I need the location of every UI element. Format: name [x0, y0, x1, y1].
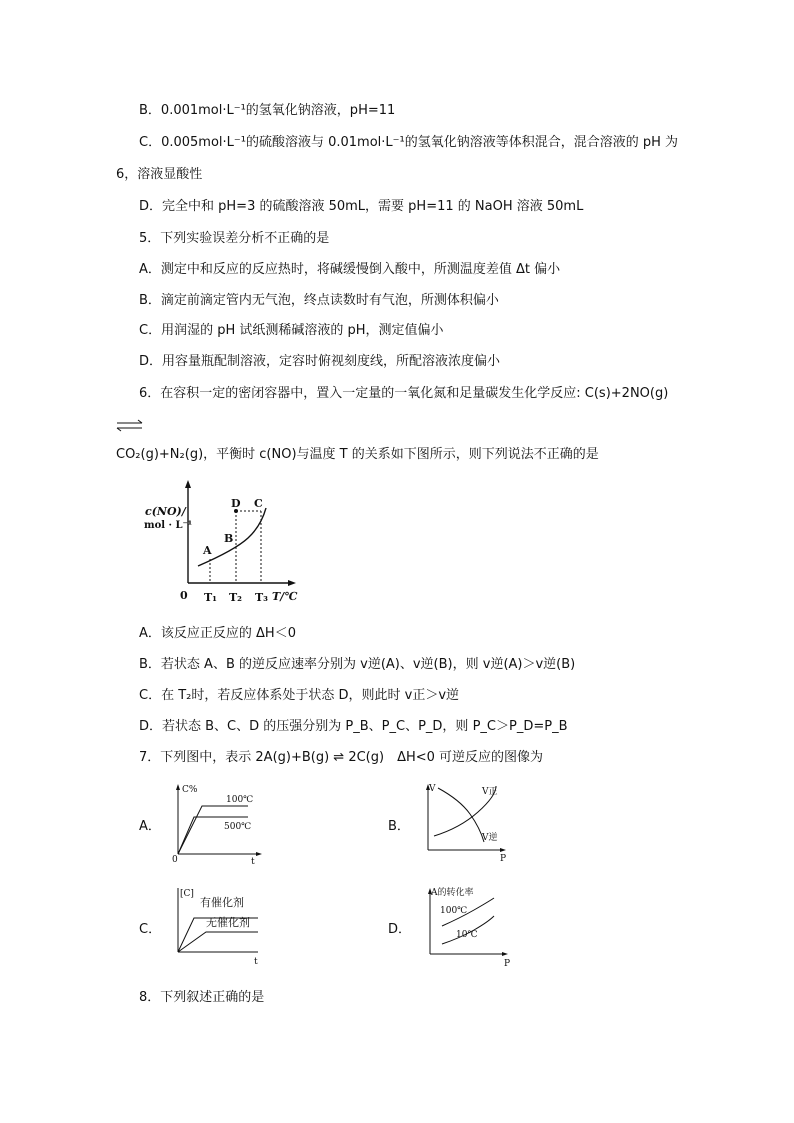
q7-option-c-graph	[168, 884, 268, 970]
q7c-curve1: 有催化剂	[200, 896, 244, 909]
q6-tick-t1: T₁	[204, 591, 218, 604]
q6-option-b: B．若状态 A、B 的逆反应速率分别为 v逆(A)、v逆(B)，则 v逆(A)＞v逆(B)	[139, 657, 576, 672]
q5-option-c: C．用润湿的 pH 试纸测稀碱溶液的 pH，测定值偏小	[139, 323, 444, 338]
q6-ylabel-1: c(NO)/	[145, 505, 186, 518]
q7a-ylabel: C%	[182, 785, 198, 795]
q7b-xlabel: P	[500, 854, 507, 864]
q6-tick-t2: T₂	[229, 591, 243, 604]
q6-point-a: A	[203, 544, 212, 557]
q7b-ylabel: V	[429, 784, 436, 794]
q7-option-b-label: B．	[388, 819, 410, 834]
q4-option-d: D．完全中和 pH=3 的硫酸溶液 50mL，需要 pH=11 的 NaOH 溶液 50mL	[139, 199, 584, 214]
q7a-curve2: 500℃	[224, 822, 252, 832]
q6-tick-t3: T₃	[255, 591, 269, 604]
q8-stem: 8．下列叙述正确的是	[139, 990, 265, 1005]
q6-option-d: D．若状态 B、C、D 的压强分别为 P_B、P_C、P_D，则 P_C＞P_D=P_B	[139, 719, 568, 734]
q5-option-b: B．滴定前滴定管内无气泡，终点读数时有气泡，所测体积偏小	[139, 293, 499, 308]
q6-point-b: B	[224, 532, 234, 545]
q6-option-a: A．该反应正反应的 ΔH＜0	[139, 626, 296, 641]
q6-option-c: C．在 T₂时，若反应体系处于状态 D，则此时 v正＞v逆	[139, 688, 460, 703]
equilibrium-arrow-icon	[116, 420, 144, 432]
q7-option-b-graph	[420, 780, 520, 866]
q6-stem-line1: 6．在容积一定的密闭容器中，置入一定量的一氧化氮和足量碳发生化学反应: C(s)+2NO(g)	[139, 386, 669, 401]
q7d-xlabel: P	[504, 959, 511, 969]
q5-option-d: D．用容量瓶配制溶液，定容时俯视刻度线，所配溶液浓度偏小	[139, 354, 501, 369]
q7b-curve2: V逆	[482, 833, 498, 843]
q7-option-a-label: A．	[139, 819, 161, 834]
q7b-curve1: V正	[482, 787, 498, 797]
q7d-ylabel: A的转化率	[431, 888, 474, 898]
q7-stem: 7．下列图中，表示 2A(g)+B(g) ⇌ 2C(g) ΔH<0 可逆反应的图像为	[139, 750, 544, 765]
q7-option-d-label: D．	[388, 922, 412, 937]
q4-option-b: B．0.001mol·L⁻¹的氢氧化钠溶液，pH=11	[139, 103, 396, 118]
q7c-ylabel: [C]	[180, 889, 194, 899]
q6-xlabel: T/℃	[272, 590, 298, 603]
q7a-origin: 0	[172, 855, 178, 865]
q7c-curve2: 无催化剂	[206, 916, 250, 929]
q5-option-a: A．测定中和反应的反应热时，将碱缓慢倒入酸中，所测温度差值 Δt 偏小	[139, 262, 561, 277]
q6-ylabel-2: mol · L⁻¹	[144, 520, 193, 531]
q6-point-d: D	[231, 497, 241, 510]
q6-point-c: C	[254, 497, 263, 510]
q6-stem-line2: CO₂(g)+N₂(g)，平衡时 c(NO)与温度 T 的关系如下图所示，则下列说法不正确的是	[116, 447, 599, 462]
q7d-curve2: 10℃	[456, 930, 478, 940]
q7-option-c-label: C．	[139, 922, 162, 937]
q7d-curve1: 100℃	[440, 906, 468, 916]
q5-stem: 5．下列实验误差分析不正确的是	[139, 231, 330, 246]
q4-option-c-line2: 6，溶液显酸性	[116, 167, 203, 182]
q4-option-c-line1: C．0.005mol·L⁻¹的硫酸溶液与 0.01mol·L⁻¹的氢氧化钠溶液等体积混合，混合溶液的 pH 为	[139, 135, 679, 150]
q7-option-d-graph	[420, 884, 520, 970]
q7a-xlabel: t	[251, 857, 255, 867]
q7-option-a-graph	[168, 782, 268, 868]
q7a-curve1: 100℃	[226, 795, 254, 805]
q6-origin: 0	[180, 589, 188, 602]
q6-cno-temperature-graph	[140, 478, 310, 608]
q7c-xlabel: t	[254, 957, 258, 967]
